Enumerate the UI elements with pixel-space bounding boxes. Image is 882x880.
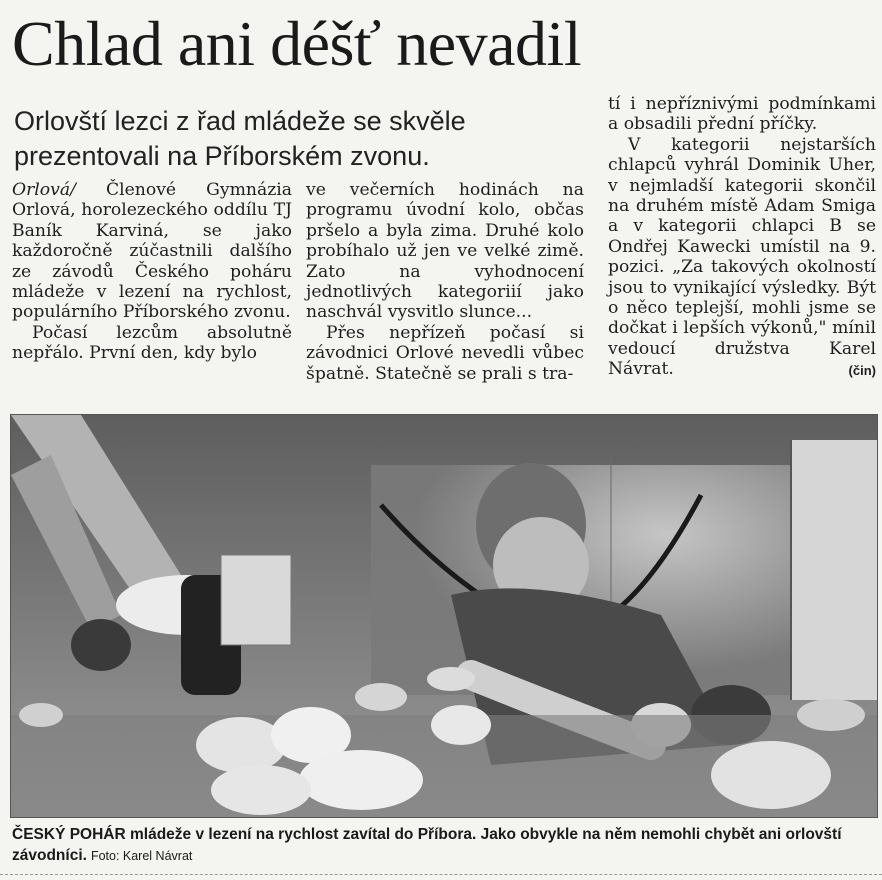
- climbing-hold: [427, 667, 475, 691]
- headline: Chlad ani déšť nevadil: [12, 8, 582, 79]
- caption-label: ČESKÝ POHÁR: [12, 826, 126, 843]
- article-column-2: [306, 180, 584, 384]
- location-dateline: Orlová/: [12, 180, 76, 200]
- climbing-hold: [299, 750, 423, 810]
- wall-panel: [791, 440, 877, 700]
- climbing-hold: [19, 703, 63, 727]
- photo-illustration: [11, 415, 877, 817]
- paragraph: [12, 180, 292, 323]
- climbing-hold: [355, 683, 407, 711]
- article-column-3: [608, 94, 876, 382]
- paragraph: tí i nepříznivými podmínkami a obsadili přední příčky.: [608, 94, 876, 135]
- paragraph: [608, 135, 876, 380]
- climbing-hold: [797, 699, 865, 731]
- climbing-hold: [196, 717, 286, 773]
- article-column-1: [12, 180, 292, 364]
- paragraph: Přes nepřízeň počasí si závodnici Orlové nevedli vůbec špatně. Statečně se prali s tra-: [306, 322, 584, 384]
- climbing-photo: [10, 414, 878, 818]
- author-signature: (čin): [848, 363, 876, 379]
- photo-credit: Foto: Karel Návrat: [90, 849, 193, 863]
- cut-line: [0, 874, 882, 876]
- subheadline: Orlovští lezci z řad mládeže se skvěle prezentovali na Příborském zvonu.: [14, 106, 466, 171]
- climbing-hold: [711, 741, 831, 809]
- caption-text: mládeže v lezení na rychlost zavítal do Příbora. Jako obvykle na něm nemohli chybět ani orlovští závodníci.: [12, 826, 842, 864]
- paragraph: ve večerních hodinách na programu úvodní kolo, občas pršelo a byla zima. Druhé kolo probíhalo už jen ve velké zimě. Zato na vyhodnocení jednotlivých kategoriií jako naschvál vysvitlo slunce...: [306, 180, 584, 323]
- photo-caption: [12, 824, 876, 867]
- climbing-hold: [431, 705, 491, 745]
- paragraph: Počasí lezcům absolutně nepřálo. První den, kdy bylo: [12, 322, 292, 364]
- paragraph-text: Členové Gymnázia Orlová, horolezeckého oddílu TJ Baník Karviná, se jako každoročně zúčastnili dalšího ze závodů Českého poháru mládeže v lezení na rychlost, populárního Příborského zvonu.: [12, 180, 292, 323]
- paragraph-text: V kategorii nejstarších chlapců vyhrál Dominik Uher, v nejmladší kategorii skončil na druhém místě Adam Smiga a v kategorii chlapci B se Ondřej Kawecki umístil na 9. pozici. „Za takových okolností jsou to vynikající výsledky. Být o něco teplejší, mohli jsme se dočkat i lepších výkonů," mínil vedoucí družstva Karel Návrat.: [608, 134, 876, 380]
- climbing-hold: [211, 765, 311, 815]
